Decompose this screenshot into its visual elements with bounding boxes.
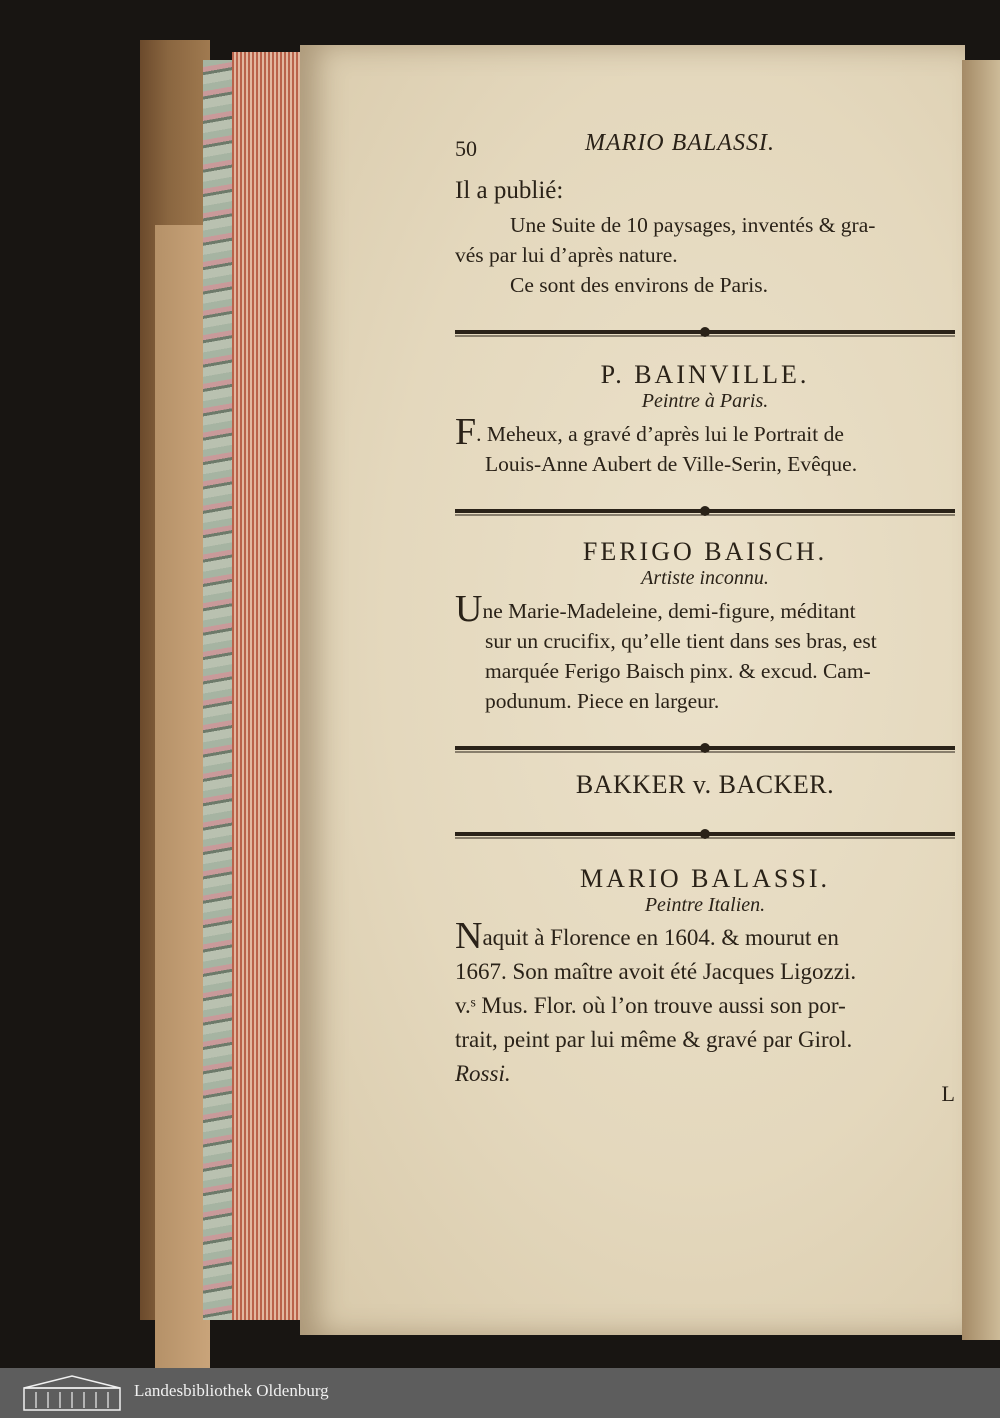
ornamental-rule — [455, 505, 955, 517]
ornamental-rule — [455, 742, 955, 754]
library-building-icon — [22, 1374, 122, 1412]
page-text — [455, 128, 955, 1106]
balassi-line-3: v.ˢ Mus. Flor. où l’on trouve aussi son por- — [455, 993, 846, 1018]
entry-name-balassi: MARIO BALASSI. — [579, 864, 831, 893]
balassi-line-4: trait, peint par lui même & gravé par Girol. — [455, 1027, 853, 1052]
page-number: 50 — [455, 136, 477, 161]
entry-name-baisch: FERIGO BAISCH. — [582, 537, 828, 566]
baisch-line-4: podunum. Piece en largeur. — [485, 689, 720, 713]
catchword: L — [941, 1081, 955, 1106]
baisch-line-2: sur un crucifix, qu’elle tient dans ses bras, est — [485, 629, 877, 653]
ornamental-rule — [455, 326, 955, 338]
baisch-line-3: marquée Ferigo Baisch pinx. & excud. Cam- — [485, 659, 871, 683]
intro-lead: Il a publié: — [455, 177, 564, 204]
page-header — [455, 128, 955, 168]
balassi-line-1: aquit à Florence en 1604. & mourut en — [482, 925, 839, 950]
bainville-line-2: Louis-Anne Aubert de Ville-Serin, Evêque. — [485, 452, 858, 476]
marbled-endpaper — [203, 60, 235, 1320]
ornamental-rule — [455, 828, 955, 840]
library-name: Landesbibliothek Oldenburg — [134, 1381, 329, 1400]
entry-role-baisch: Artiste inconnu. — [641, 567, 769, 589]
entry-name-bainville: P. BAINVILLE. — [600, 360, 810, 389]
dropcap-balassi: N — [455, 915, 483, 957]
baisch-line-1: ne Marie-Madeleine, demi-figure, méditant — [482, 599, 856, 623]
entry-role-balassi: Peintre Italien. — [644, 894, 766, 916]
cover-strip — [155, 225, 210, 1368]
balassi-line-5-text: Rossi. — [455, 1061, 511, 1086]
page-edges — [232, 52, 307, 1320]
intro-line-3: Ce sont des environs de Paris. — [510, 273, 768, 297]
balassi-line-2: 1667. Son maître avoit été Jacques Ligozzi. — [455, 959, 857, 984]
dropcap-baisch: U — [455, 588, 483, 630]
facing-page-edge — [962, 60, 1000, 1340]
intro-line-2: vés par lui d’après nature. — [455, 243, 678, 267]
entry-name-bakker: BAKKER v. BACKER. — [575, 770, 835, 799]
running-head: MARIO BALASSI. — [585, 130, 775, 156]
entry-role-bainville: Peintre à Paris. — [641, 390, 769, 412]
dropcap-bainville: F — [455, 411, 477, 453]
bainville-line-1: . Meheux, a gravé d’après lui le Portrait de — [476, 422, 844, 446]
library-footer — [0, 1368, 1000, 1418]
balassi-line-5 — [455, 1057, 955, 1106]
intro-line-1: Une Suite de 10 paysages, inventés & gra- — [510, 213, 876, 237]
